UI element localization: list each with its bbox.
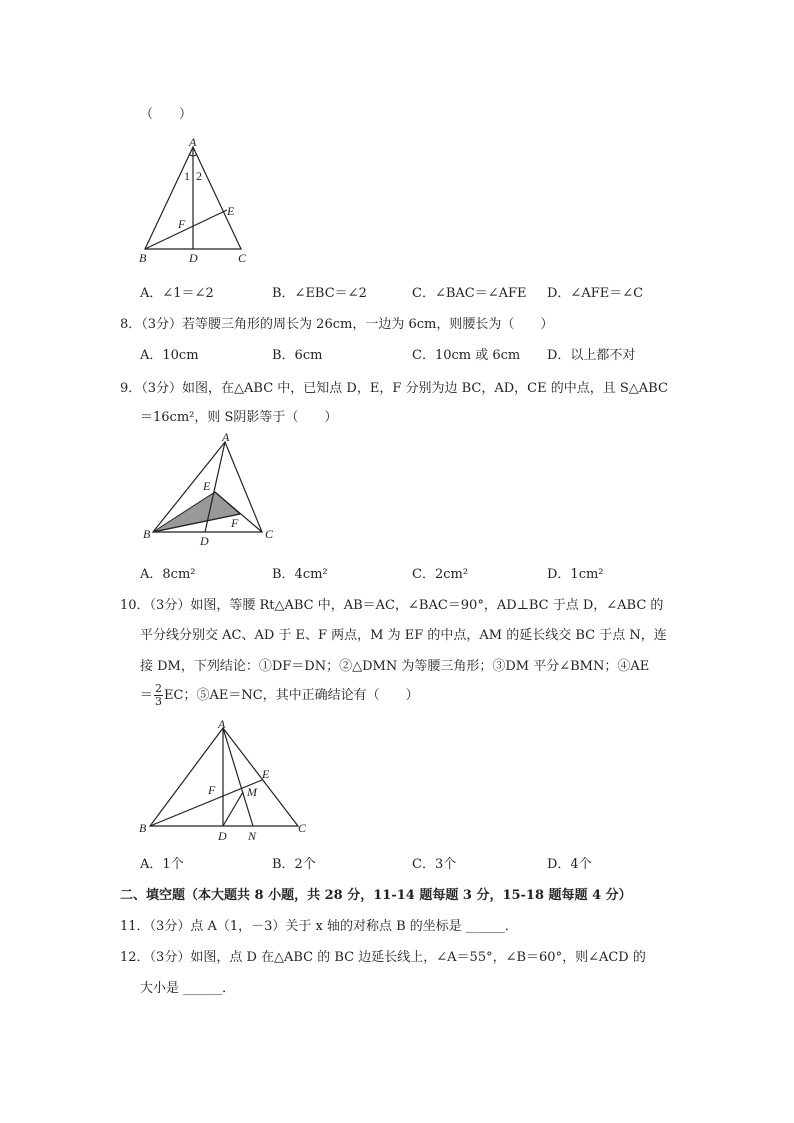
- q7-segment-be: [145, 210, 227, 249]
- q7-option-d: D．∠AFE＝∠C: [547, 286, 644, 301]
- q7-label-a: A: [189, 135, 197, 149]
- q10-label-c: C: [298, 821, 307, 835]
- q10-stem-line3: 接 DM，下列结论：①DF＝DN；②△DMN 为等腰三角形；③DM 平分∠BMN；④AE: [140, 659, 650, 674]
- q9-option-d: D．1cm²: [547, 567, 604, 582]
- q7-label-b: B: [139, 251, 147, 265]
- q9-label-e: E: [203, 479, 211, 493]
- q10-stem-line4-post: EC；⑤AE＝NC，其中正确结论有（ ）: [164, 688, 419, 703]
- q7-label-f: F: [178, 217, 186, 231]
- q9-shaded-triangle: [153, 492, 240, 532]
- q8-option-a: A．10cm: [140, 348, 199, 363]
- q8-option-b: B．6cm: [272, 348, 323, 363]
- q8-option-d: D．以上都不对: [547, 348, 636, 363]
- q7-label-1: 1: [184, 169, 190, 183]
- q10-option-c: C．3个: [412, 857, 457, 872]
- q9-label-c: C: [265, 527, 274, 541]
- q9-option-a: A．8cm²: [140, 567, 196, 582]
- q10-stem-line4: [140, 683, 419, 708]
- q7-label-e: E: [227, 204, 235, 218]
- q10-segment-an: [223, 728, 253, 826]
- q10-label-b: B: [139, 821, 147, 835]
- q12-stem-line1: 12．（3分）如图，点 D 在△ABC 的 BC 边延长线上，∠A＝55°，∠B＝60°，则∠ACD 的: [120, 950, 646, 965]
- q10-option-d: D．4个: [547, 857, 592, 872]
- q7-label-c: C: [238, 251, 247, 265]
- q9-option-c: C．2cm²: [412, 567, 469, 582]
- q7-label-2: 2: [196, 169, 202, 183]
- q10-fraction-denominator: 3: [155, 695, 163, 708]
- q9-label-b: B: [143, 527, 151, 541]
- q8-stem: 8．（3分）若等腰三角形的周长为 26cm，一边为 6cm，则腰长为（ ）: [120, 317, 554, 332]
- q10-fraction-numerator: 2: [155, 682, 163, 695]
- q7-option-a: A．∠1＝∠2: [140, 286, 214, 301]
- q12-stem-line2: 大小是 ______．: [140, 981, 236, 996]
- q9-option-b: B．4cm²: [272, 567, 328, 582]
- q9-label-a: A: [222, 430, 230, 444]
- q7-label-d: D: [189, 251, 198, 265]
- q10-stem-line4-pre: ＝: [140, 688, 154, 703]
- q10-fraction: [154, 683, 163, 708]
- q7-option-b: B．∠EBC＝∠2: [272, 286, 367, 301]
- q9-figure: [140, 430, 280, 548]
- q10-figure: [138, 717, 318, 843]
- q10-label-d: D: [218, 829, 227, 843]
- q10-option-a: A．1个: [140, 857, 184, 872]
- q10-segment-dm: [223, 792, 243, 826]
- q10-option-b: B．2个: [272, 857, 316, 872]
- q11-stem: 11．（3分）点 A（1，－3）关于 x 轴的对称点 B 的坐标是 ______．: [120, 919, 518, 934]
- q7-answer-paren: （ ）: [140, 107, 193, 122]
- q10-stem-line1: 10．（3分）如图，等腰 Rt△ABC 中，AB＝AC，∠BAC＝90°，AD⊥BC 于点 D，∠ABC 的: [120, 598, 664, 613]
- q9-stem-line1: 9．（3分）如图，在△ABC 中，已知点 D，E，F 分别为边 BC，AD，CE 的中点，且 S△ABC: [120, 381, 668, 396]
- q10-label-e: E: [262, 767, 270, 781]
- q10-label-m: M: [247, 785, 257, 799]
- q8-option-c: C．10cm 或 6cm: [412, 348, 521, 363]
- section2-heading: 二、填空题（本大题共 8 小题，共 28 分，11-14 题每题 3 分，15-18 题每题 4 分）: [120, 888, 632, 903]
- q10-label-f: F: [208, 783, 216, 797]
- q10-triangle-abc: [150, 728, 298, 826]
- q10-stem-line2: 平分线分别交 AC、AD 于 E、F 两点，M 为 EF 的中点，AM 的延长线交 BC 于点 N，连: [140, 628, 667, 643]
- q10-label-n: N: [248, 829, 257, 843]
- q9-stem-line2: ＝16cm²，则 S阴影等于（ ）: [140, 410, 338, 425]
- q7-figure: [135, 135, 255, 265]
- q9-label-f: F: [231, 516, 239, 530]
- q10-label-a: A: [218, 717, 226, 731]
- q7-option-c: C．∠BAC＝∠AFE: [412, 286, 527, 301]
- q9-label-d: D: [200, 534, 209, 548]
